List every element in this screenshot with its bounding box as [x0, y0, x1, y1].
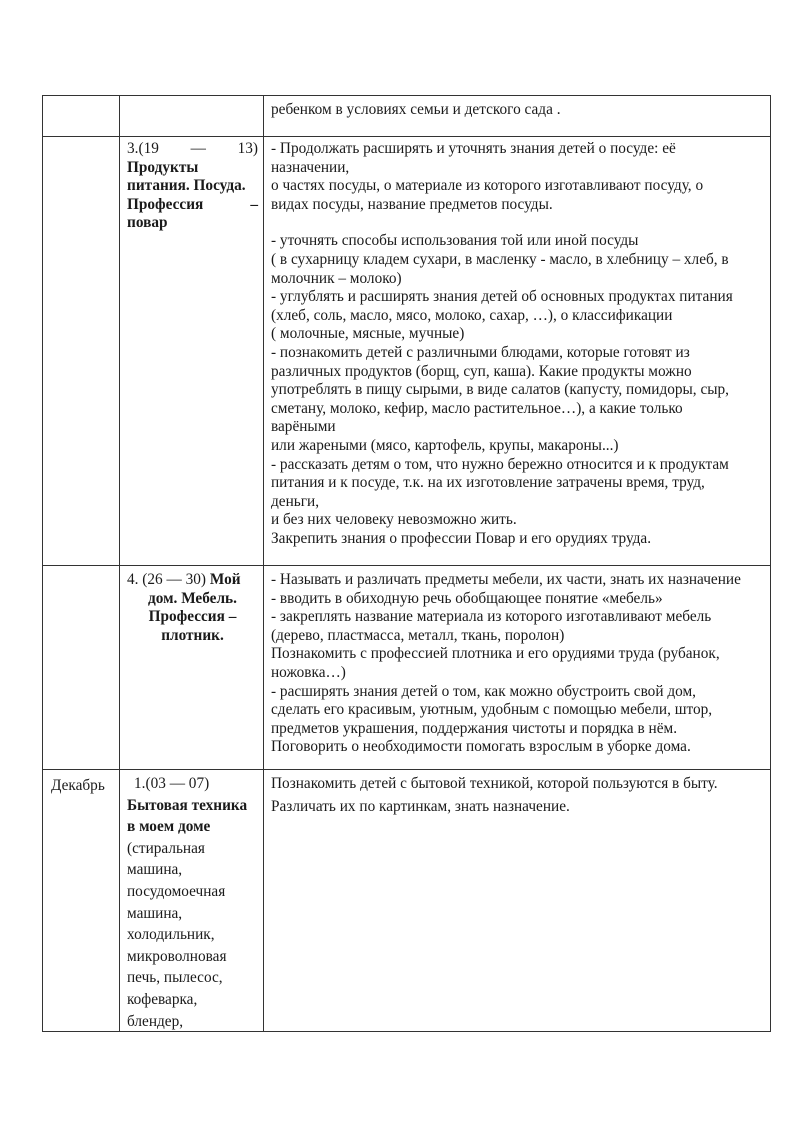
goal-line: или жареными (мясо, картофель, крупы, макароны...) [271, 436, 619, 454]
goal-line: - вводить в обиходную речь обобщающее понятие «мебель» [271, 589, 663, 607]
goal-line: Закрепить знания о профессии Повар и его орудиях труда. [271, 529, 652, 547]
goal-line: - Продолжать расширять и уточнять знания детей о посуде: её [271, 140, 676, 157]
topic-detail: печь, пылесос, [127, 969, 223, 987]
goal-line: (дерево, пластмасса, металл, ткань, поролон) [271, 626, 565, 644]
topic-number: 3.(19 — 13) [127, 140, 258, 157]
topic-detail: посудомоечная [127, 882, 226, 900]
goal-line: питания и к посуде, т.к. на их изготовление затрачены время, труд, [271, 474, 705, 492]
table-row [43, 96, 771, 137]
topic-detail: машина, [127, 861, 183, 879]
topic-title: дом. Мебель. [148, 589, 237, 607]
goal-line: - закреплять название материала из которого изготавливают мебель [271, 608, 712, 626]
goal-line: употреблять в пищу сырыми, в виде салатов (капусту, помидоры, сыр, [271, 381, 729, 399]
goal-line: - рассказать детям о том, что нужно бережно относится и к продуктам [271, 455, 729, 473]
goal-line: ребенком в условиях семьи и детского сада . [271, 101, 561, 118]
topic-detail: микроволновая [127, 947, 227, 965]
goals-cell [264, 96, 771, 137]
topic-number: 4. (26 — 30) Мой [127, 571, 241, 588]
goal-line: ножовка…) [271, 663, 346, 681]
table-row [43, 566, 771, 770]
goal-line: предметов украшения, поддержания чистоты и порядка в нём. [271, 719, 678, 737]
goal-line: варёными [271, 418, 336, 436]
topic-title: в моем доме [127, 818, 211, 836]
topic-cell [120, 96, 264, 137]
month-cell [43, 566, 120, 770]
goal-line: - познакомить детей с различными блюдами, которые готовят из [271, 343, 690, 361]
topic-title: Профессия – [148, 608, 237, 626]
topic-title: Продукты [127, 158, 199, 176]
plan-table [42, 95, 771, 1032]
goal-line: ( в сухарницу кладем сухари, в масленку - масло, в хлебницу – хлеб, в [271, 250, 729, 268]
table-row [43, 770, 771, 1032]
month-cell: Декабрь [43, 770, 120, 1032]
topic-title: Бытовая техника [127, 796, 248, 814]
month-cell [43, 96, 120, 137]
month-cell [43, 137, 120, 566]
goal-line: видах посуды, название предметов посуды. [271, 195, 553, 213]
goal-line: и без них человеку невозможно жить. [271, 511, 517, 529]
topic-detail: блендер, [127, 1012, 184, 1030]
goal-line: Познакомить с профессией плотника и его орудиями труда (рубанок, [271, 645, 720, 663]
goal-line: различных продуктов (борщ, суп, каша). Какие продукты можно [271, 362, 692, 380]
topic-detail: машина, [127, 904, 183, 922]
goal-line: деньги, [271, 492, 320, 510]
topic-title: повар [127, 214, 168, 232]
goal-line: сметану, молоко, кефир, масло растительное…), а какие только [271, 399, 683, 417]
goal-line: - углублять и расширять знания детей об основных продуктах питания [271, 288, 733, 306]
goal-line: сделать его красивым, уютным, удобным с помощью мебели, штор, [271, 701, 713, 719]
goal-line: - Называть и различать предметы мебели, их части, знать их назначение [271, 571, 741, 588]
topic-title: плотник. [161, 626, 224, 644]
goal-line: ( молочные, мясные, мучные) [271, 325, 465, 343]
blank-line [271, 214, 766, 232]
goal-line: Различать их по картинкам, знать назначение. [271, 797, 570, 815]
goals-cell [264, 566, 771, 770]
topic-cell [120, 137, 264, 566]
goal-line: - расширять знания детей о том, как можно обустроить свой дом, [271, 682, 696, 700]
goal-line: назначении, [271, 158, 350, 176]
topic-detail: холодильник, [127, 926, 215, 944]
topic-title: Профессия – [127, 195, 258, 213]
goal-line: - уточнять способы использования той или иной посуды [271, 232, 639, 250]
topic-number: 1.(03 — 07) [134, 775, 210, 792]
goal-line: (хлеб, соль, масло, мясо, молоко, сахар, …), о классификации [271, 306, 673, 324]
topic-cell [120, 566, 264, 770]
topic-title: питания. Посуда. [127, 177, 246, 195]
goal-line: о частях посуды, о материале из которого изготавливают посуду, о [271, 177, 704, 195]
goal-line: молочник – молоко) [271, 269, 402, 287]
goals-cell [264, 137, 771, 566]
topic-cell [120, 770, 264, 1032]
goal-line: Познакомить детей с бытовой техникой, которой пользуются в быту. [271, 775, 718, 792]
goals-cell [264, 770, 771, 1032]
table-row [43, 137, 771, 566]
goal-line: Поговорить о необходимости помогать взрослым в уборке дома. [271, 738, 691, 756]
topic-detail: кофеварка, [127, 990, 198, 1008]
topic-detail: (стиральная [127, 839, 205, 857]
